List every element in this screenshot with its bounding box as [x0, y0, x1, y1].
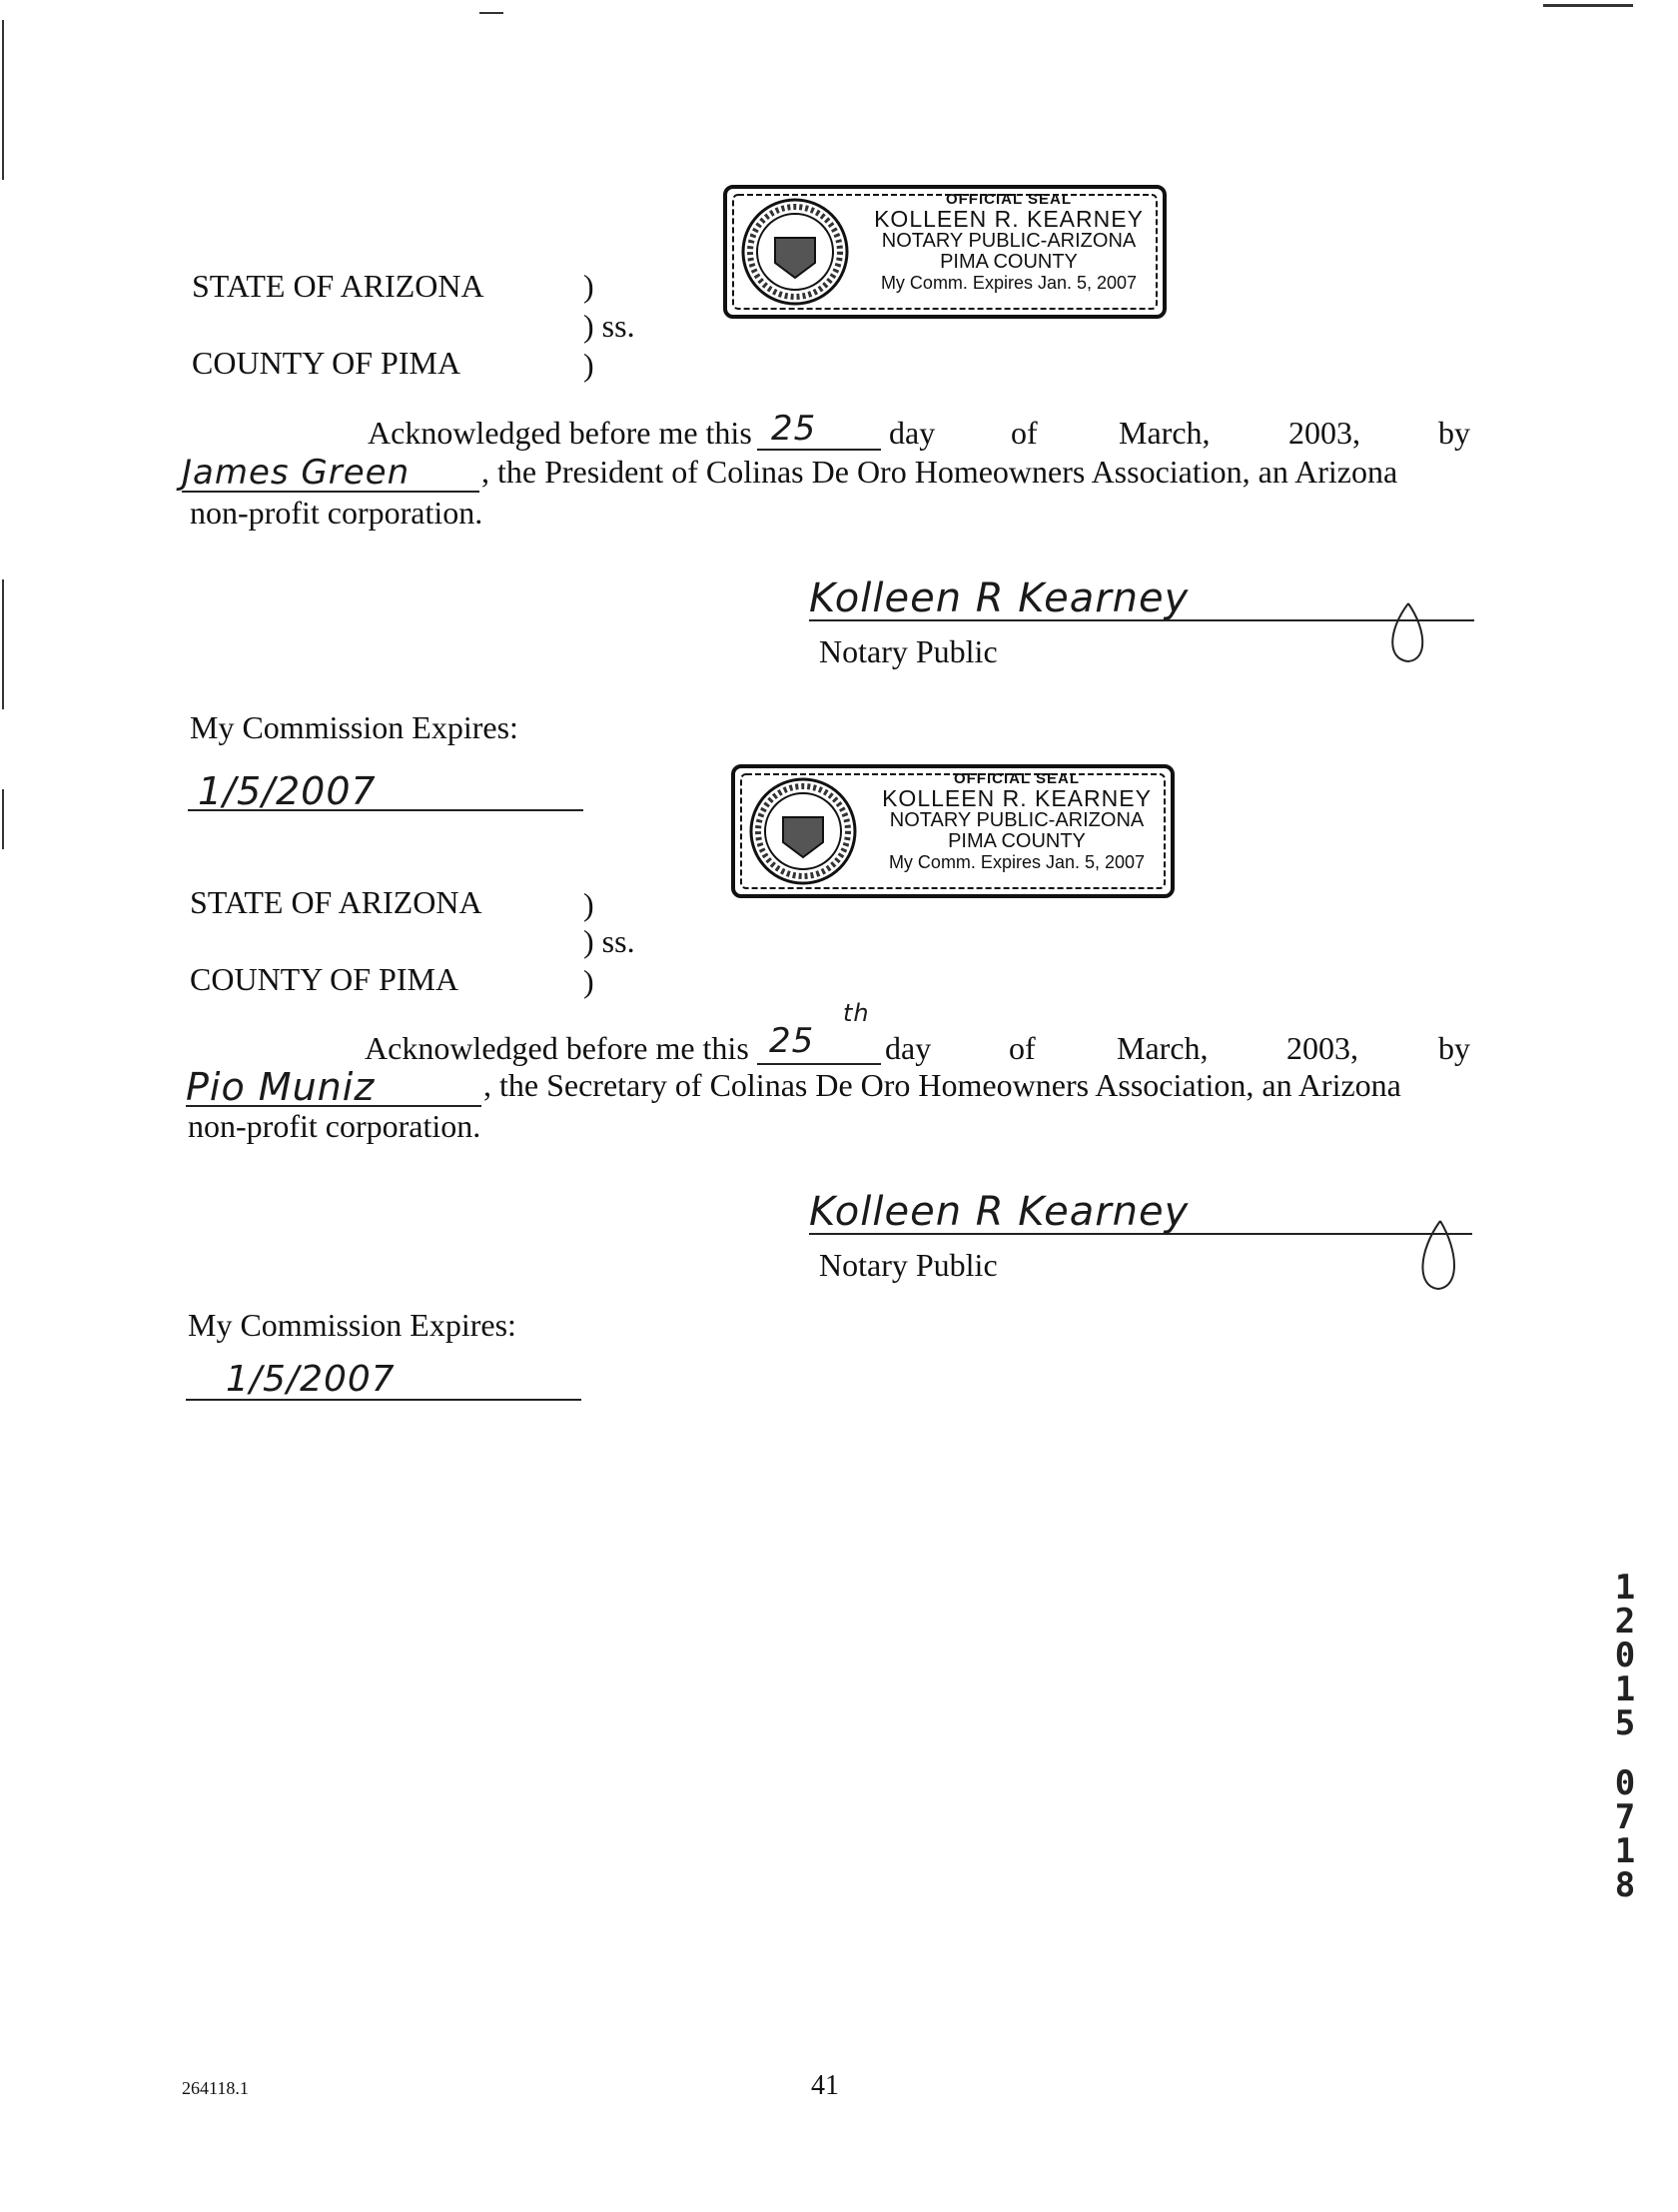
seal-name-2: KOLLEEN R. KEARNEY — [882, 785, 1152, 811]
side-digit: 2 — [1614, 1602, 1636, 1642]
side-digit: 8 — [1614, 1865, 1636, 1905]
state-label-2: STATE OF ARIZONA — [190, 884, 482, 920]
scan-edge-mark-left2 — [2, 579, 4, 709]
side-digit: 1 — [1614, 1568, 1636, 1608]
paren-1c: ) — [583, 347, 594, 383]
ack-month-2: March, — [1117, 1030, 1209, 1066]
name-blank-2 — [186, 1065, 481, 1109]
scan-edge-mark-top — [479, 12, 503, 14]
seal-office-1: NOTARY PUBLIC-ARIZONA — [881, 230, 1137, 252]
seal-name-1: KOLLEEN R. KEARNEY — [874, 206, 1144, 232]
ack-day-hand-1: 25 — [771, 409, 817, 449]
signature-flourish-2 — [1408, 1217, 1468, 1297]
seal-title-2: OFFICIAL SEAL — [953, 770, 1081, 787]
ack-sup-hand-2: th — [843, 999, 870, 1027]
notary-seal-1 — [721, 183, 1169, 321]
county-label-2: COUNTY OF PIMA — [190, 961, 459, 997]
side-document-number — [1610, 1568, 1640, 1905]
notary-signature-1: Kolleen R Kearney — [809, 575, 1190, 621]
seal-expires-2: My Comm. Expires Jan. 5, 2007 — [888, 852, 1146, 872]
seal-county-2: PIMA COUNTY — [948, 830, 1086, 852]
signature-flourish-1 — [1378, 599, 1438, 669]
ack-day-blank-1 — [757, 409, 881, 451]
ack-day-1: day — [889, 415, 936, 451]
paren-1a: ) — [583, 268, 594, 304]
county-label-1: COUNTY OF PIMA — [192, 345, 461, 381]
line2-rest-2: , the Secretary of Colinas De Oro Homeowners Association, an Arizona — [483, 1067, 1401, 1103]
ack-day-blank-2 — [757, 999, 881, 1065]
notary-seal-2 — [729, 762, 1177, 900]
commission-label-2: My Commission Expires: — [188, 1307, 516, 1343]
paren-2c: ) — [583, 963, 594, 999]
paren-ss-2: ) ss. — [583, 923, 635, 959]
scan-edge-mark-topright — [1543, 4, 1633, 7]
ack-by-1: by — [1438, 415, 1470, 451]
line3-2: non-profit corporation. — [188, 1108, 481, 1144]
ack-start-1: Acknowledged before me this — [368, 415, 752, 451]
side-digit: 0 — [1614, 1636, 1636, 1675]
seal-title-1: OFFICIAL SEAL — [945, 191, 1073, 208]
seal-office-2: NOTARY PUBLIC-ARIZONA — [889, 809, 1145, 831]
commission-blank-1 — [188, 769, 583, 813]
side-digit: 1 — [1614, 1669, 1636, 1709]
ack-by-2: by — [1438, 1030, 1470, 1066]
notary-label-2: Notary Public — [819, 1247, 998, 1283]
side-digit: 1 — [1614, 1831, 1636, 1871]
name-hand-2: Pio Muniz — [186, 1065, 376, 1109]
notary-signature-line-1 — [809, 575, 1474, 621]
paren-2a: ) — [583, 886, 594, 922]
notary-label-1: Notary Public — [819, 633, 998, 669]
ack-of-1: of — [1011, 415, 1038, 451]
scan-edge-mark-left3 — [2, 789, 4, 849]
ack-year-2: 2003, — [1286, 1030, 1358, 1066]
ack-day-hand-2: 25 — [769, 1021, 815, 1061]
name-hand-1: James Green — [182, 453, 411, 493]
ack-start-2: Acknowledged before me this — [365, 1030, 749, 1066]
scan-edge-mark-left1 — [2, 20, 4, 180]
ack-of-2: of — [1009, 1030, 1036, 1066]
ack-month-1: March, — [1119, 415, 1211, 451]
notary-signature-2: Kolleen R Kearney — [809, 1189, 1190, 1235]
ack-year-1: 2003, — [1288, 415, 1360, 451]
seal-county-1: PIMA COUNTY — [940, 251, 1078, 273]
notary-signature-line-2 — [809, 1189, 1472, 1235]
paren-ss-1: ) ss. — [583, 308, 635, 344]
side-digit: 0 — [1614, 1763, 1636, 1803]
seal-expires-1: My Comm. Expires Jan. 5, 2007 — [880, 273, 1138, 293]
state-label-1: STATE OF ARIZONA — [192, 268, 484, 304]
ack-day-2: day — [885, 1030, 932, 1066]
commission-hand-1: 1/5/2007 — [198, 769, 377, 813]
commission-label-1: My Commission Expires: — [190, 709, 518, 745]
line3-1: non-profit corporation. — [190, 495, 483, 531]
side-digit: 5 — [1614, 1703, 1636, 1743]
name-blank-1 — [182, 455, 479, 493]
document-id: 264118.1 — [182, 2078, 249, 2098]
page-number: 41 — [811, 2070, 839, 2101]
commission-hand-2: 1/5/2007 — [226, 1359, 396, 1400]
side-digit: 7 — [1614, 1797, 1636, 1837]
line2-rest-1: , the President of Colinas De Oro Homeowners Association, an Arizona — [481, 454, 1398, 490]
commission-blank-2 — [186, 1359, 581, 1401]
